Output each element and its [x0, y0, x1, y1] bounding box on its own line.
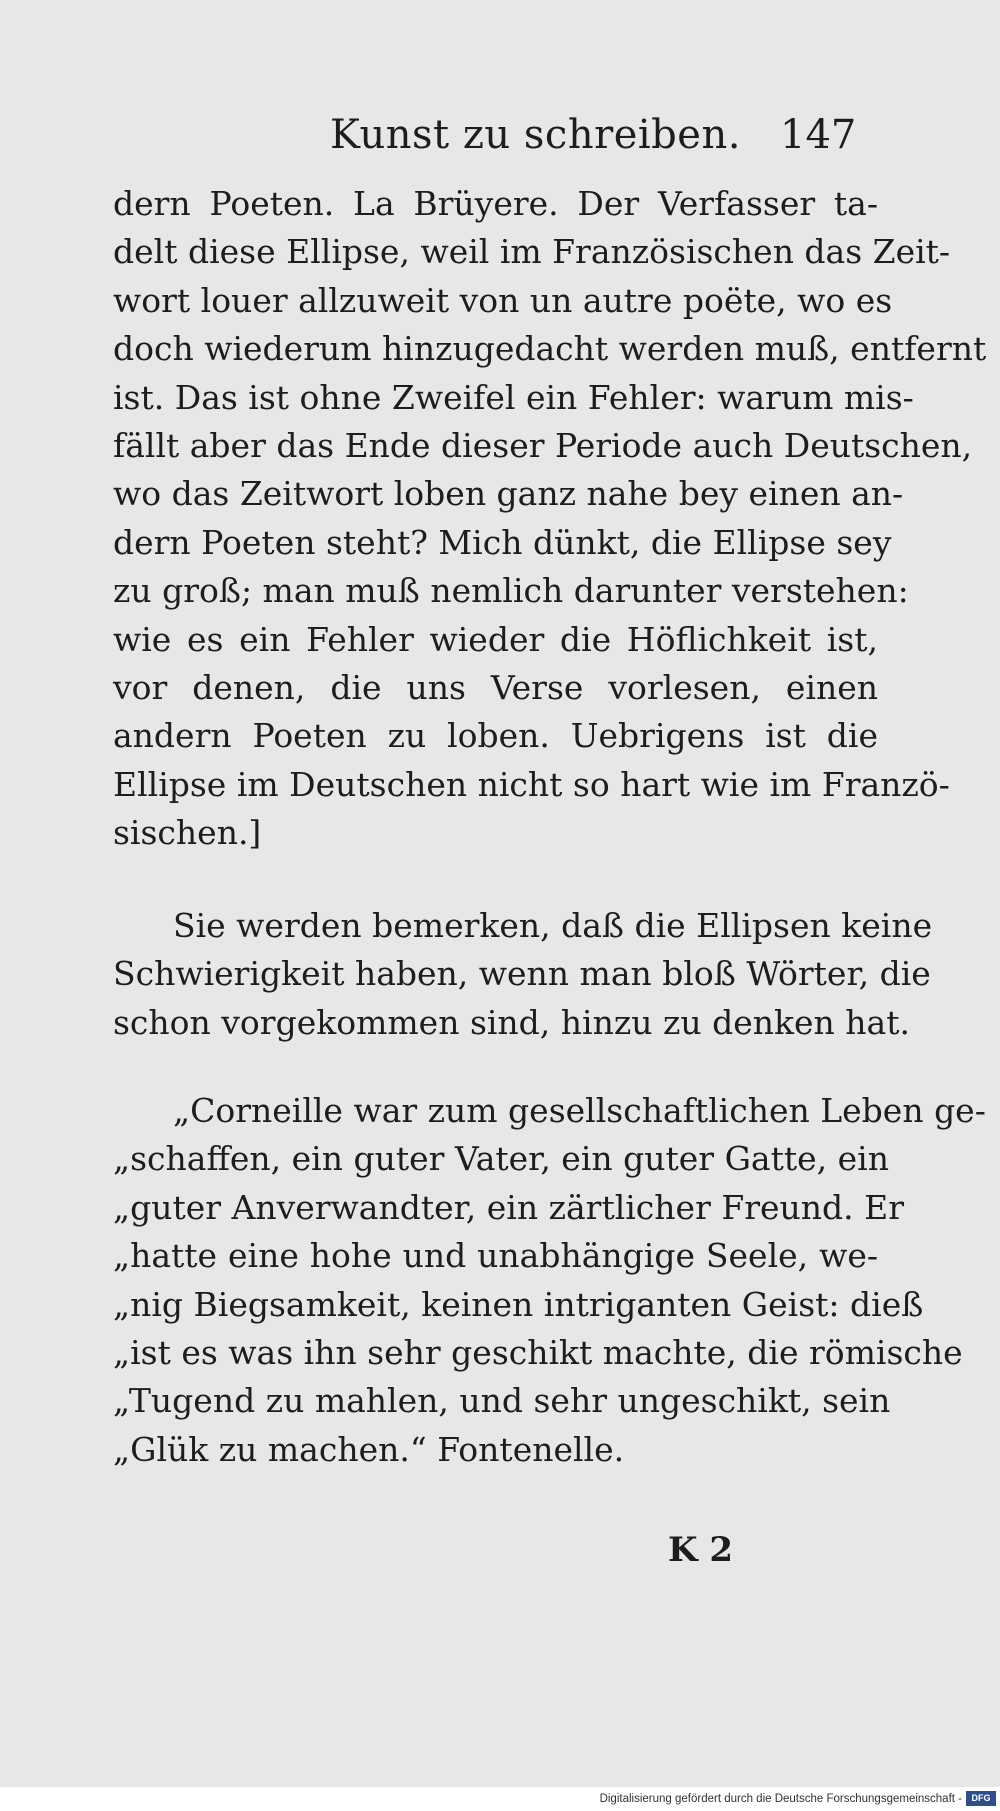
- text-line: „nig Biegsamkeit, keinen intriganten Geist: dieß: [113, 1284, 924, 1324]
- text-line: Schwierigkeit haben, wenn man bloß Wörter, die: [113, 954, 931, 994]
- text-line: „guter Anverwandter, ein zärtlicher Freund. Er: [113, 1187, 905, 1227]
- footer-bar: [0, 1787, 1000, 1811]
- text-line: Sie werden bemerken, daß die Ellipsen keine: [173, 906, 933, 945]
- dfg-logo-icon: DFG: [966, 1791, 996, 1806]
- text-line: „Tugend zu mahlen, und sehr ungeschikt, sein: [113, 1381, 891, 1421]
- text-line: andern Poeten zu loben. Uebrigens ist die: [113, 716, 878, 756]
- paragraph-3: [113, 1087, 986, 1474]
- text-line: delt diese Ellipse, weil im Französischen das Zeit-: [113, 232, 951, 272]
- text-line: fällt aber das Ende dieser Periode auch Deutschen,: [113, 425, 973, 465]
- text-line: „hatte eine hohe und unabhängige Seele, we-: [113, 1236, 878, 1276]
- text-line: dern Poeten. La Brüyere. Der Verfasser ta-: [113, 184, 878, 223]
- text-line: schon vorgekommen sind, hinzu zu denken hat.: [113, 1002, 910, 1042]
- footer-credit: Digitalisierung gefördert durch die Deutsche Forschungsgemeinschaft -: [599, 1793, 962, 1805]
- text-line: wo das Zeitwort loben ganz nahe bey einen an-: [113, 474, 904, 514]
- signature-mark: K 2: [668, 1530, 734, 1570]
- text-line: doch wiederum hinzugedacht werden muß, entfernt: [113, 329, 987, 369]
- text-line: dern Poeten steht? Mich dünkt, die Ellipse sey: [113, 522, 892, 562]
- text-line: „ist es was ihn sehr geschikt machte, die römische: [113, 1332, 963, 1372]
- text-line: „Glük zu machen.“ Fontenelle.: [113, 1429, 625, 1469]
- text-line: „Corneille war zum gesellschaftlichen Leben ge-: [173, 1091, 986, 1130]
- paragraph-1: [113, 180, 987, 857]
- text-line: zu groß; man muß nemlich darunter verstehen:: [113, 571, 909, 611]
- text-line: „schaffen, ein guter Vater, ein guter Gatte, ein: [113, 1139, 889, 1179]
- text-line: sischen.]: [113, 813, 262, 853]
- paragraph-2: [113, 902, 933, 1047]
- text-line: wie es ein Fehler wieder die Höflichkeit ist,: [113, 619, 878, 659]
- running-head: Kunst zu schreiben.: [330, 112, 741, 158]
- text-line: vor denen, die uns Verse vorlesen, einen: [113, 667, 878, 707]
- text-line: wort louer allzuweit von un autre poëte, wo es: [113, 280, 893, 320]
- page-number: 147: [780, 112, 857, 158]
- text-line: Ellipse im Deutschen nicht so hart wie im Franzö-: [113, 764, 950, 804]
- text-line: ist. Das ist ohne Zweifel ein Fehler: warum mis-: [113, 377, 914, 417]
